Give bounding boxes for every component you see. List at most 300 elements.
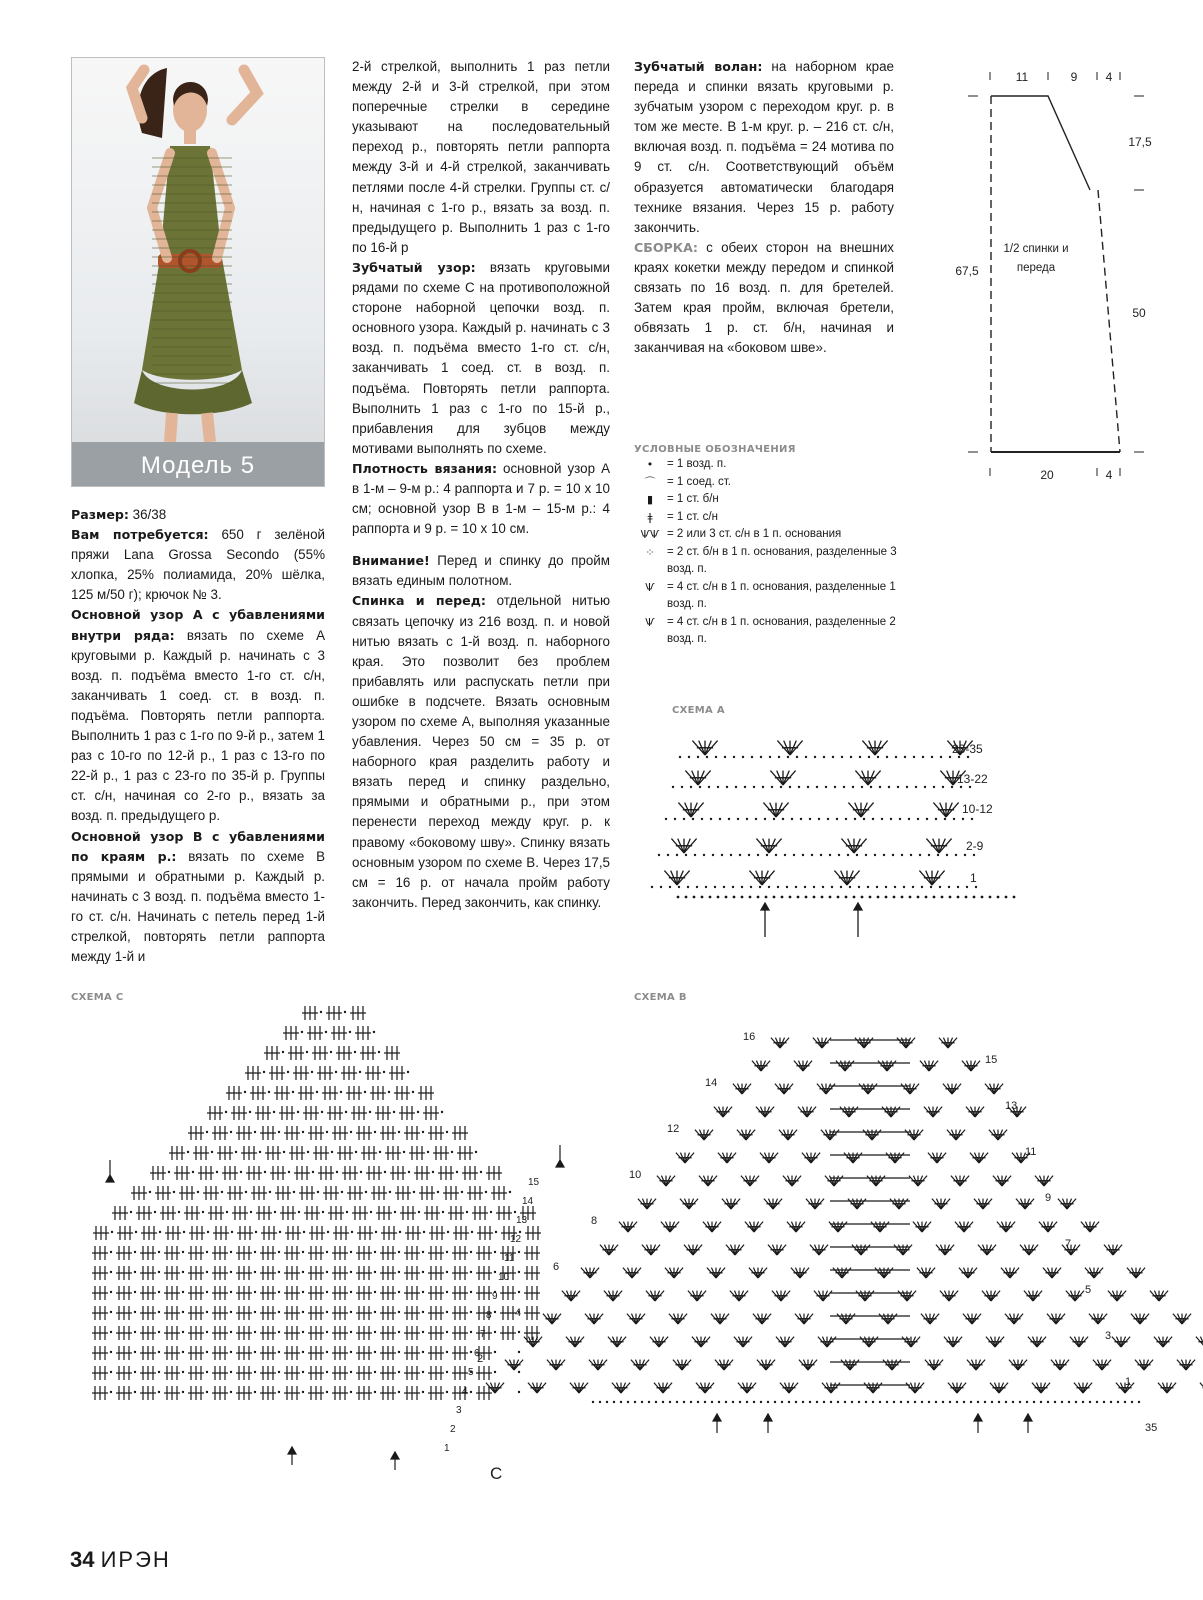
chain-stitch-dot: [350, 1251, 352, 1253]
legend-item: ǂ = 1 ст. с/н: [633, 509, 903, 527]
chain-stitch-dot: [703, 854, 705, 856]
chain-stitch-dot: [681, 786, 683, 788]
dc-stitch: [385, 1106, 391, 1120]
dc-stitch: [126, 1246, 132, 1260]
dc-stitch: [318, 1246, 324, 1260]
stitch-fan: [855, 1038, 873, 1048]
chain-stitch-dot: [895, 756, 897, 758]
chain-stitch-dot: [346, 1211, 348, 1213]
chain-stitch-dot: [134, 1371, 136, 1373]
stitch-fan: [657, 1176, 675, 1186]
gauge-label: Плотность вязания:: [352, 460, 498, 476]
schema-c-row-number: 13: [516, 1215, 528, 1226]
dc-stitch: [323, 1146, 329, 1160]
dc-stitch: [328, 1166, 334, 1180]
dc-stitch: [342, 1126, 348, 1140]
stitch-fan: [791, 1268, 809, 1278]
chain-stitch-dot: [278, 1351, 280, 1353]
stitch-fan: [871, 1222, 889, 1232]
chain-stitch-dot: [811, 854, 813, 856]
chain-stitch-dot: [301, 1031, 303, 1033]
dc-stitch: [150, 1266, 156, 1280]
chain-stitch-dot: [254, 1371, 256, 1373]
chain-stitch-dot: [744, 786, 746, 788]
chain-stitch-dot: [278, 1371, 280, 1373]
schema-c-row-number: 4: [462, 1386, 468, 1397]
stitch-fan: [676, 1153, 694, 1163]
dc-stitch: [304, 1166, 310, 1180]
dc-stitch: [246, 1366, 252, 1380]
chain-stitch-dot: [845, 896, 848, 899]
schema-c-row-number: 7: [480, 1329, 486, 1340]
chain-stitch-dot: [446, 1251, 448, 1253]
tooth-pattern-label: Зубчатый узор:: [352, 259, 476, 275]
chain-stitch-dot: [820, 854, 822, 856]
stitch-fan: [680, 1199, 698, 1209]
chain-stitch-dot: [781, 896, 784, 899]
chain-stitch-dot: [764, 818, 766, 820]
chain-stitch-dot: [951, 786, 953, 788]
chain-stitch-dot: [765, 896, 768, 899]
stitch-fan: [818, 1337, 836, 1347]
chain-stitch-dot: [278, 1291, 280, 1293]
dc-stitch: [462, 1286, 468, 1300]
chain-stitch-icon: •: [646, 458, 654, 471]
dc-stitch: [218, 1206, 224, 1220]
dim-bottom-1: 20: [1040, 468, 1054, 482]
dc-stitch: [386, 1206, 392, 1220]
stitch-fan: [733, 1084, 751, 1094]
stitch-fan: [619, 1222, 637, 1232]
chain-stitch-dot: [470, 1331, 472, 1333]
dc-stitch: [102, 1306, 108, 1320]
dc-stitch: [294, 1346, 300, 1360]
dc-stitch: [184, 1166, 190, 1180]
chain-stitch-dot: [110, 1371, 112, 1373]
chain-stitch-dot: [158, 1271, 160, 1273]
chain-stitch-dot: [206, 1351, 208, 1353]
pattern-b-label: Основной узор В с убавлениями по краям р.:: [71, 828, 325, 864]
back-front-text: отдельной нитью связать цепочку из 216 возд. п. и новой нитью вязать с 1-й возд. п. наборного края. Это позволит без проблем прибавлять или распускать петли при ошибке в подсчете. Вязать основным узором по схеме А, выполняя указанные убавления. Через 50 см = 35 р. от наборного края разделить работу и вязать перед и спинку раздельно, прямыми и обратными р., при этом перенести переход между круг. р. к правому «боковому шву». Спинку вязать основным узором по схеме В. Через 17,5 см = 16 р. от начала пройм работу закончить. Перед закончить, как спинку.: [352, 593, 610, 910]
stitch-fan: [970, 1153, 988, 1163]
chain-stitch-dot: [231, 1231, 233, 1233]
dim-top-1: 11: [1015, 70, 1029, 84]
dc-stitch: [303, 1066, 309, 1080]
dc-stitch: [294, 1306, 300, 1320]
dc-stitch: [151, 1226, 157, 1240]
dc-stitch: [189, 1186, 195, 1200]
dc-stitch: [198, 1346, 204, 1360]
chain-stitch-dot: [735, 786, 737, 788]
chain-stitch-dot: [710, 818, 712, 820]
chain-stitch-dot: [398, 1351, 400, 1353]
dc-stitch: [270, 1306, 276, 1320]
stitch-fan: [1066, 1291, 1084, 1301]
chain-stitch-dot: [494, 1251, 496, 1253]
chain-stitch-dot: [302, 1271, 304, 1273]
chain-stitch-dot: [674, 818, 676, 820]
dc-stitch: [347, 1146, 353, 1160]
chain-stitch-dot: [981, 896, 984, 899]
dc-stitch: [342, 1286, 348, 1300]
stitch-fan: [855, 771, 880, 785]
dc-stitch: [102, 1246, 108, 1260]
chain-stitch-dot: [742, 756, 744, 758]
arrow-icon: [556, 1145, 564, 1167]
dc-stitch: [222, 1246, 228, 1260]
ruffle-label: Зубчатый волан:: [634, 59, 763, 74]
chain-stitch-dot: [843, 786, 845, 788]
dc-stitch: [414, 1286, 420, 1300]
dc-stitch: [414, 1366, 420, 1380]
chain-stitch-dot: [245, 1191, 247, 1193]
stitch-fan: [664, 871, 689, 885]
legs: [170, 413, 210, 442]
dc-stitch: [146, 1206, 152, 1220]
stitch-fan: [844, 1153, 862, 1163]
legend-item: ⌒ = 1 соед. ст.: [633, 474, 903, 492]
dc-stitch: [309, 1186, 315, 1200]
dc-stitch: [360, 1006, 366, 1020]
dc-stitch: [274, 1046, 280, 1060]
dc-stitch: [410, 1206, 416, 1220]
chain-stitch-dot: [302, 1371, 304, 1373]
stitch-fan: [1028, 1337, 1046, 1347]
chain-stitch-dot: [446, 1391, 448, 1393]
dc-stitch: [126, 1326, 132, 1340]
chain-stitch-dot: [519, 1231, 521, 1233]
chain-stitch-dot: [398, 1371, 400, 1373]
chain-stitch-dot: [321, 1111, 323, 1113]
dim-height-upper: 17,5: [1128, 135, 1152, 149]
chain-stitch-dot: [975, 886, 977, 888]
dc-stitch: [414, 1306, 420, 1320]
schema-a-row-label: 10-12: [962, 802, 993, 816]
dc-stitch: [462, 1306, 468, 1320]
chain-stitch-dot: [518, 1271, 520, 1273]
chain-stitch-dot: [288, 1171, 290, 1173]
chain-stitch-dot: [413, 1191, 415, 1193]
chain-stitch-dot: [158, 1351, 160, 1353]
dc-stitch: [102, 1326, 108, 1340]
chain-stitch-dot: [692, 818, 694, 820]
chain-stitch-dot: [957, 896, 960, 899]
schema-b-title: СХЕМА B: [634, 992, 687, 1003]
dc-stitch: [174, 1366, 180, 1380]
chain-stitch-dot: [829, 854, 831, 856]
dc-stitch: [299, 1146, 305, 1160]
chain-stitch-dot: [909, 896, 912, 899]
chain-stitch-dot: [897, 786, 899, 788]
dc-stitch: [342, 1266, 348, 1280]
chain-stitch-dot: [354, 1051, 356, 1053]
stitch-fan: [901, 1084, 919, 1094]
dc-stitch: [294, 1326, 300, 1340]
chain-stitch-dot: [422, 1351, 424, 1353]
stitch-fan: [997, 1222, 1015, 1232]
stitch-fan: [921, 1314, 939, 1324]
dc-stitch: [400, 1166, 406, 1180]
chain-stitch-dot: [940, 756, 942, 758]
dc-stitch: [150, 1326, 156, 1340]
chain-stitch-dot: [872, 818, 874, 820]
dc-stitch: [463, 1226, 469, 1240]
arrow-head: [288, 1447, 296, 1454]
chain-stitch-dot: [211, 1151, 213, 1153]
chain-stitch-dot: [364, 1091, 366, 1093]
chain-stitch-dot: [953, 818, 955, 820]
stitch-fan: [1173, 1314, 1191, 1324]
chain-stitch-dot: [931, 756, 933, 758]
schema-a-chart: [660, 725, 1040, 945]
schema-c-corner-label: С: [490, 1464, 503, 1483]
chain-stitch-dot: [207, 1231, 209, 1233]
dc-stitch: [362, 1206, 368, 1220]
dc-stitch: [342, 1386, 348, 1400]
stitch-fan: [989, 1130, 1007, 1140]
chain-stitch-dot: [946, 854, 948, 856]
dc-stitch: [319, 1226, 325, 1240]
chain-stitch-dot: [302, 1351, 304, 1353]
chain-stitch-dot: [326, 1251, 328, 1253]
legend-item: ⁘ = 2 ст. б/н в 1 п. основания, разделенные 3 возд. п.: [633, 544, 903, 579]
stitch-fan: [1131, 1314, 1149, 1324]
dc-stitch: [351, 1066, 357, 1080]
schema-c-row-number: 3: [456, 1405, 462, 1416]
chain-stitch-dot: [717, 896, 720, 899]
chain-stitch-dot: [159, 1231, 161, 1233]
chain-stitch-dot: [389, 1191, 391, 1193]
chain-stitch-dot: [877, 896, 880, 899]
dc-stitch: [482, 1206, 488, 1220]
chain-stitch-dot: [375, 1231, 377, 1233]
chain-stitch-dot: [840, 886, 842, 888]
dc-stitch: [284, 1086, 290, 1100]
chain-stitch-dot: [359, 1071, 361, 1073]
chain-stitch-dot: [813, 896, 816, 899]
chain-stitch-dot: [804, 886, 806, 888]
dc-stitch: [414, 1126, 420, 1140]
dc-stitch: [126, 1286, 132, 1300]
chain-stitch-dot: [230, 1391, 232, 1393]
chain-stitch-dot: [480, 1171, 482, 1173]
chain-stitch-dot: [939, 886, 941, 888]
stitch-fan: [1016, 1199, 1034, 1209]
chain-stitch-dot: [904, 756, 906, 758]
chain-stitch-dot: [230, 1331, 232, 1333]
chain-stitch-dot: [158, 1251, 160, 1253]
stitch-fan: [1043, 1268, 1061, 1278]
chain-stitch-dot: [240, 1171, 242, 1173]
stitch-fan: [982, 1291, 1000, 1301]
dc-stitch: [395, 1146, 401, 1160]
stitch-fan: [1039, 1222, 1057, 1232]
stitch-fan: [978, 1245, 996, 1255]
chain-stitch-dot: [518, 1351, 520, 1353]
chain-stitch-dot: [422, 1371, 424, 1373]
chain-stitch-dot: [768, 886, 770, 888]
dc-stitch: [175, 1226, 181, 1240]
chain-stitch-dot: [705, 886, 707, 888]
chain-stitch-dot: [383, 1071, 385, 1073]
dc-stitch: [530, 1206, 536, 1220]
stitch-fan: [829, 1222, 847, 1232]
chain-stitch-dot: [307, 1151, 309, 1153]
stitch-fan: [928, 1153, 946, 1163]
stitch-fan: [794, 1061, 812, 1071]
dc-stitch: [289, 1106, 295, 1120]
chain-stitch-dot: [407, 1071, 409, 1073]
chain-stitch-dot: [278, 1331, 280, 1333]
chain-stitch-dot: [485, 1191, 487, 1193]
chain-stitch-dot: [183, 1231, 185, 1233]
chain-stitch-dot: [373, 1031, 375, 1033]
stitch-fan: [951, 1176, 969, 1186]
dc-stitch: [438, 1346, 444, 1360]
dc-stitch: [261, 1186, 267, 1200]
chain-stitch-dot: [865, 854, 867, 856]
stitch-fan: [966, 1107, 984, 1117]
chain-stitch-dot: [814, 756, 816, 758]
chain-stitch-dot: [254, 1251, 256, 1253]
chain-stitch-dot: [422, 1291, 424, 1293]
chain-stitch-dot: [278, 1271, 280, 1273]
stitch-fan: [600, 1245, 618, 1255]
chain-stitch-dot: [837, 896, 840, 899]
stitch-fan: [962, 1061, 980, 1071]
chain-stitch-dot: [446, 1291, 448, 1293]
dc-stitch: [213, 1186, 219, 1200]
stitch-fan: [836, 1061, 854, 1071]
chain-stitch-dot: [958, 756, 960, 758]
chain-stitch-dot: [802, 854, 804, 856]
chain-stitch-dot: [297, 1111, 299, 1113]
chain-stitch-dot: [418, 1211, 420, 1213]
stitch-fan: [699, 1176, 717, 1186]
chain-stitch-dot: [807, 786, 809, 788]
dc-stitch: [318, 1306, 324, 1320]
dc-stitch: [414, 1266, 420, 1280]
chain-stitch-dot: [853, 896, 856, 899]
dc-stitch: [327, 1066, 333, 1080]
chain-stitch-dot: [158, 1291, 160, 1293]
schema-c-row-number: 15: [528, 1177, 540, 1188]
chain-stitch-dot: [883, 854, 885, 856]
chain-stitch-dot: [697, 756, 699, 758]
dc-stitch: [270, 1326, 276, 1340]
chain-stitch-dot: [182, 1251, 184, 1253]
chain-stitch-dot: [192, 1171, 194, 1173]
dc-stitch: [313, 1106, 319, 1120]
dc-stitch: [199, 1226, 205, 1240]
chain-stitch-dot: [325, 1031, 327, 1033]
dc-stitch: [246, 1266, 252, 1280]
dc-stitch: [376, 1166, 382, 1180]
chain-stitch-dot: [470, 1251, 472, 1253]
chain-stitch-dot: [287, 1071, 289, 1073]
dc-stitch: [357, 1186, 363, 1200]
legend-item: • = 1 возд. п.: [633, 456, 903, 474]
dc-stitch: [367, 1226, 373, 1240]
dc-stitch: [150, 1286, 156, 1300]
stitch-fan: [1024, 1291, 1042, 1301]
dc-stitch: [438, 1286, 444, 1300]
chain-stitch-dot: [398, 1391, 400, 1393]
chain-stitch-dot: [917, 896, 920, 899]
dc-stitch: [366, 1386, 372, 1400]
schema-a-row-label: 2-9: [966, 839, 984, 853]
chain-stitch-dot: [915, 786, 917, 788]
chain-stitch-dot: [350, 1371, 352, 1373]
stitch-fan: [813, 1038, 831, 1048]
dc-stitch: [174, 1286, 180, 1300]
chain-stitch-dot: [302, 1291, 304, 1293]
chain-stitch-dot: [326, 1331, 328, 1333]
chain-stitch-dot: [374, 1391, 376, 1393]
stitch-fan: [646, 1291, 664, 1301]
dc-stitch: [237, 1186, 243, 1200]
size-value: 36/38: [128, 507, 167, 522]
chain-stitch-dot: [158, 1311, 160, 1313]
dc-stitch: [438, 1266, 444, 1280]
arrow-head: [556, 1160, 564, 1167]
gauge-text: основной узор А в 1-м – 9-м р.: 4 раппорта и 7 р. = 10 х 10 см; основной узор В в 1-м – 15-м р.: 4 раппорта и 9 р. = 10 х 10 см.: [352, 460, 611, 537]
stitch-fan: [1127, 1268, 1145, 1278]
chain-stitch-dot: [944, 818, 946, 820]
chain-stitch-dot: [514, 1211, 516, 1213]
stitch-fan: [986, 1337, 1004, 1347]
assembly-text: с обеих сторон на внешних краях кокетки между передом и спинкой связать по 16 возд. п. для бретелей. Затем края пройм, включая бретели, обвязать 1 р. ст. б/н, начиная и заканчивая на «боковом шве».: [634, 239, 894, 356]
dim-height-total: 67,5: [955, 264, 979, 278]
stitch-fan: [685, 771, 710, 785]
chain-stitch-dot: [403, 1151, 405, 1153]
model-label: Модель 5: [140, 452, 256, 479]
schema-a-row-label: 13-22: [957, 772, 988, 786]
chain-stitch-dot: [302, 1331, 304, 1333]
dc-stitch: [366, 1246, 372, 1260]
dc-stitch: [341, 1026, 347, 1040]
dc-stitch: [222, 1306, 228, 1320]
chain-stitch-dot: [293, 1191, 295, 1193]
chain-stitch-dot: [784, 854, 786, 856]
tooth-pattern-text: вязать круговыми рядами по схеме С на противоположной стороне наборной цепочки возд. п. основного узора. Каждый р. начинать с 3 возд. п. подъёма вместо 1-го ст. с/н, заканчивать 1 соед. ст. в возд. п. подъёма. Повторять петли раппорта. Выполнить 1 раз с 1-го по 15-й р., прибавления для зубцов между мотивами выполнять по схеме.: [352, 259, 610, 456]
dc-stitch: [534, 1266, 540, 1280]
stitch-fan: [722, 1199, 740, 1209]
chain-stitch-dot: [861, 786, 863, 788]
chain-stitch-dot: [442, 1211, 444, 1213]
dc-stitch: [246, 1246, 252, 1260]
dc-stitch: [294, 1366, 300, 1380]
stitch-fan: [840, 1107, 858, 1117]
garment-pattern-diagram: [940, 60, 1180, 490]
chain-stitch-dot: [254, 1291, 256, 1293]
dc-stitch: [510, 1326, 516, 1340]
chain-stitch-dot: [182, 1371, 184, 1373]
ruffle-text: на наборном крае переда и спинки вязать круговыми р. зубчатым узором с переходом круг. р. в том же месте. В 1-м круг. р. – 216 ст. с/н, включая возд. п. подъёма = 24 мотива по 9 ст. с/н. Соответствующий объём образуется автоматически благодаря технике вязания. Через 15 р. работу закончить.: [634, 59, 894, 235]
chain-stitch-dot: [206, 1251, 208, 1253]
stitch-fan: [814, 1291, 832, 1301]
stitch-fan: [1085, 1268, 1103, 1278]
dc-stitch: [534, 1286, 540, 1300]
schema-a-row-labels: [952, 742, 993, 885]
chain-stitch-dot: [877, 756, 879, 758]
chain-stitch-dot: [942, 786, 944, 788]
chain-stitch-dot: [446, 1131, 448, 1133]
chain-stitch-dot: [949, 896, 952, 899]
chain-stitch-dot: [676, 854, 678, 856]
chain-stitch-dot: [831, 886, 833, 888]
chain-stitch-dot: [350, 1331, 352, 1333]
